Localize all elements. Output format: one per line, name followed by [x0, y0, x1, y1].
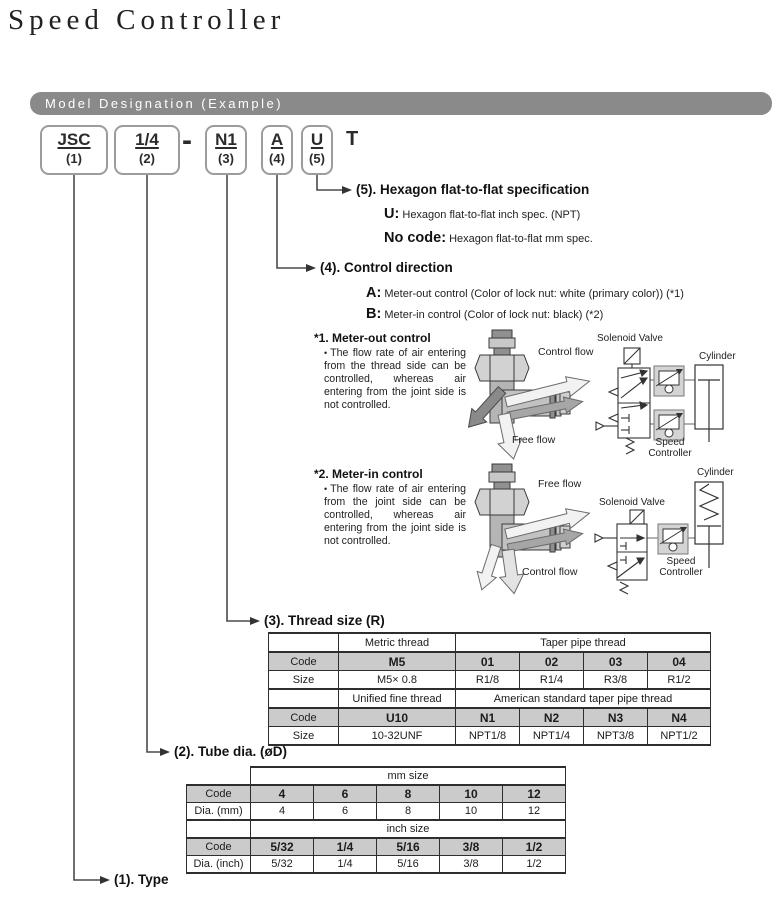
model-suffix: T [346, 128, 359, 150]
note1-body [324, 347, 466, 412]
solenoid-valve-label: Solenoid Valve [599, 497, 665, 508]
section-title-hexagon-spec: (5). Hexagon flat-to-flat specification [356, 182, 590, 197]
model-box-number: (2) [139, 151, 155, 166]
cell: M5 [339, 652, 456, 671]
cell: NPT1/4 [520, 727, 584, 746]
cell: inch size [251, 820, 566, 838]
cell [269, 689, 339, 708]
model-designation-bar: Model Designation (Example) [30, 92, 772, 115]
table-row [187, 767, 566, 785]
cylinder-symbol [695, 365, 723, 442]
solenoid-valve-label: Solenoid Valve [597, 333, 663, 344]
cell: 8 [377, 785, 440, 803]
knob [492, 330, 512, 338]
model-box-number: (1) [66, 151, 82, 166]
cell: Size [269, 671, 339, 690]
model-code: A [270, 130, 284, 149]
table-row [187, 820, 566, 838]
speed-controller-label: Speed Controller [648, 437, 692, 459]
section-title-tube-dia: (2). Tube dia. (øD) [174, 744, 287, 759]
cell: 4 [251, 803, 314, 821]
spec-desc: Hexagon flat-to-flat inch spec. (NPT) [402, 209, 581, 221]
cell [187, 767, 251, 785]
model-separator: - [182, 124, 192, 157]
model-code: U [310, 130, 324, 149]
cell: Code [187, 785, 251, 803]
cell: 3/8 [440, 838, 503, 856]
cell: 6 [314, 785, 377, 803]
cell: Dia. (mm) [187, 803, 251, 821]
spec-item-no-code [384, 230, 593, 246]
note1-text: The flow rate of air entering from the thread side can be controlled, whereas air entering from the joint side is not controlled. [324, 347, 466, 411]
cell: Dia. (inch) [187, 856, 251, 874]
model-code: JSC [57, 130, 91, 149]
free-flow-label: Free flow [538, 478, 582, 490]
speed-controller-symbol [654, 410, 684, 440]
cell: mm size [251, 767, 566, 785]
model-code: N1 [215, 130, 237, 149]
knob [492, 464, 512, 472]
cell: NPT1/2 [648, 727, 711, 746]
cell: 5/32 [251, 838, 314, 856]
tube-dia-table [186, 766, 566, 874]
spec-desc: Hexagon flat-to-flat mm spec. [449, 233, 593, 245]
model-box-number: (4) [269, 151, 285, 166]
cell: R1/2 [648, 671, 711, 690]
cell: N3 [584, 708, 648, 727]
note1-title: *1. Meter-out control [314, 331, 431, 345]
cell: 6 [314, 803, 377, 821]
cell: NPT3/8 [584, 727, 648, 746]
control-flow-label: Control flow [522, 566, 578, 578]
cell: 5/16 [377, 856, 440, 874]
table-row [187, 838, 566, 856]
hex-nut [475, 489, 529, 515]
cell [187, 820, 251, 838]
cell: R3/8 [584, 671, 648, 690]
cell: 4 [251, 785, 314, 803]
speed-controller-symbol [654, 366, 684, 396]
table-row [269, 671, 711, 690]
cell: 3/8 [440, 856, 503, 874]
spec-desc: Meter-in control (Color of lock nut: black) (*2) [384, 309, 604, 321]
cell: N1 [456, 708, 520, 727]
cell: 10 [440, 803, 503, 821]
table-row [269, 633, 711, 652]
table-row [187, 803, 566, 821]
speed-controller-label: Speed Controller [659, 556, 703, 578]
section-title-thread-size: (3). Thread size (R) [264, 613, 385, 628]
cell: 1/2 [503, 856, 566, 874]
cell: Taper pipe thread [456, 633, 711, 652]
table-row [269, 689, 711, 708]
table-row [187, 856, 566, 874]
model-code: 1/4 [135, 130, 159, 149]
cell: 8 [377, 803, 440, 821]
cell: N4 [648, 708, 711, 727]
note2-text: The flow rate of air entering from the joint side can be controlled, whereas air entering from the joint side is not controlled. [324, 483, 466, 547]
cell: American standard taper pipe thread [456, 689, 711, 708]
cell [269, 633, 339, 652]
section-title-control-direction: (4). Control direction [320, 260, 453, 275]
bullet-icon: • [324, 484, 328, 494]
cell: U10 [339, 708, 456, 727]
table-row [269, 727, 711, 746]
cell: 5/32 [251, 856, 314, 874]
table-row [187, 785, 566, 803]
cell: 10-32UNF [339, 727, 456, 746]
cell: Metric thread [339, 633, 456, 652]
cell: 1/2 [503, 838, 566, 856]
cell: Code [269, 708, 339, 727]
cell: 12 [503, 785, 566, 803]
cell: N2 [520, 708, 584, 727]
spec-item-u [384, 206, 580, 222]
meter-in-circuit-diagram [592, 462, 775, 602]
cell: 02 [520, 652, 584, 671]
hex-nut [475, 355, 529, 381]
spec-item-a [366, 285, 684, 301]
table-row [269, 652, 711, 671]
cell: 04 [648, 652, 711, 671]
cell: Code [269, 652, 339, 671]
spec-code: A: [366, 285, 382, 301]
spec-item-b [366, 306, 603, 322]
spec-code: U: [384, 206, 400, 222]
bullet-icon: • [324, 348, 328, 358]
model-box-number: (5) [309, 151, 325, 166]
cell: Size [269, 727, 339, 746]
spec-code: No code: [384, 230, 447, 246]
cylinder-label: Cylinder [699, 351, 736, 362]
cell: 03 [584, 652, 648, 671]
model-box-number: (3) [218, 151, 234, 166]
page-title: Speed Controller [8, 4, 286, 36]
section-title-type: (1). Type [114, 872, 169, 887]
cell: 01 [456, 652, 520, 671]
spec-desc: Meter-out control (Color of lock nut: white (primary color)) (*1) [384, 288, 684, 300]
thread-size-table [268, 632, 711, 746]
solenoid-valve-symbol [595, 510, 647, 594]
note2-title: *2. Meter-in control [314, 467, 423, 481]
spec-code: B: [366, 306, 382, 322]
cell: R1/4 [520, 671, 584, 690]
table-row [269, 708, 711, 727]
cylinder-label: Cylinder [697, 467, 734, 478]
cell: 1/4 [314, 856, 377, 874]
cell: 1/4 [314, 838, 377, 856]
cell: 12 [503, 803, 566, 821]
cell: M5× 0.8 [339, 671, 456, 690]
cell: 5/16 [377, 838, 440, 856]
free-flow-label: Free flow [512, 434, 556, 446]
cell: Unified fine thread [339, 689, 456, 708]
note2-body [324, 483, 466, 548]
cell: R1/8 [456, 671, 520, 690]
speed-controller-symbol [658, 524, 688, 554]
cell: NPT1/8 [456, 727, 520, 746]
cell: 10 [440, 785, 503, 803]
control-flow-label: Control flow [538, 346, 594, 358]
cell: Code [187, 838, 251, 856]
